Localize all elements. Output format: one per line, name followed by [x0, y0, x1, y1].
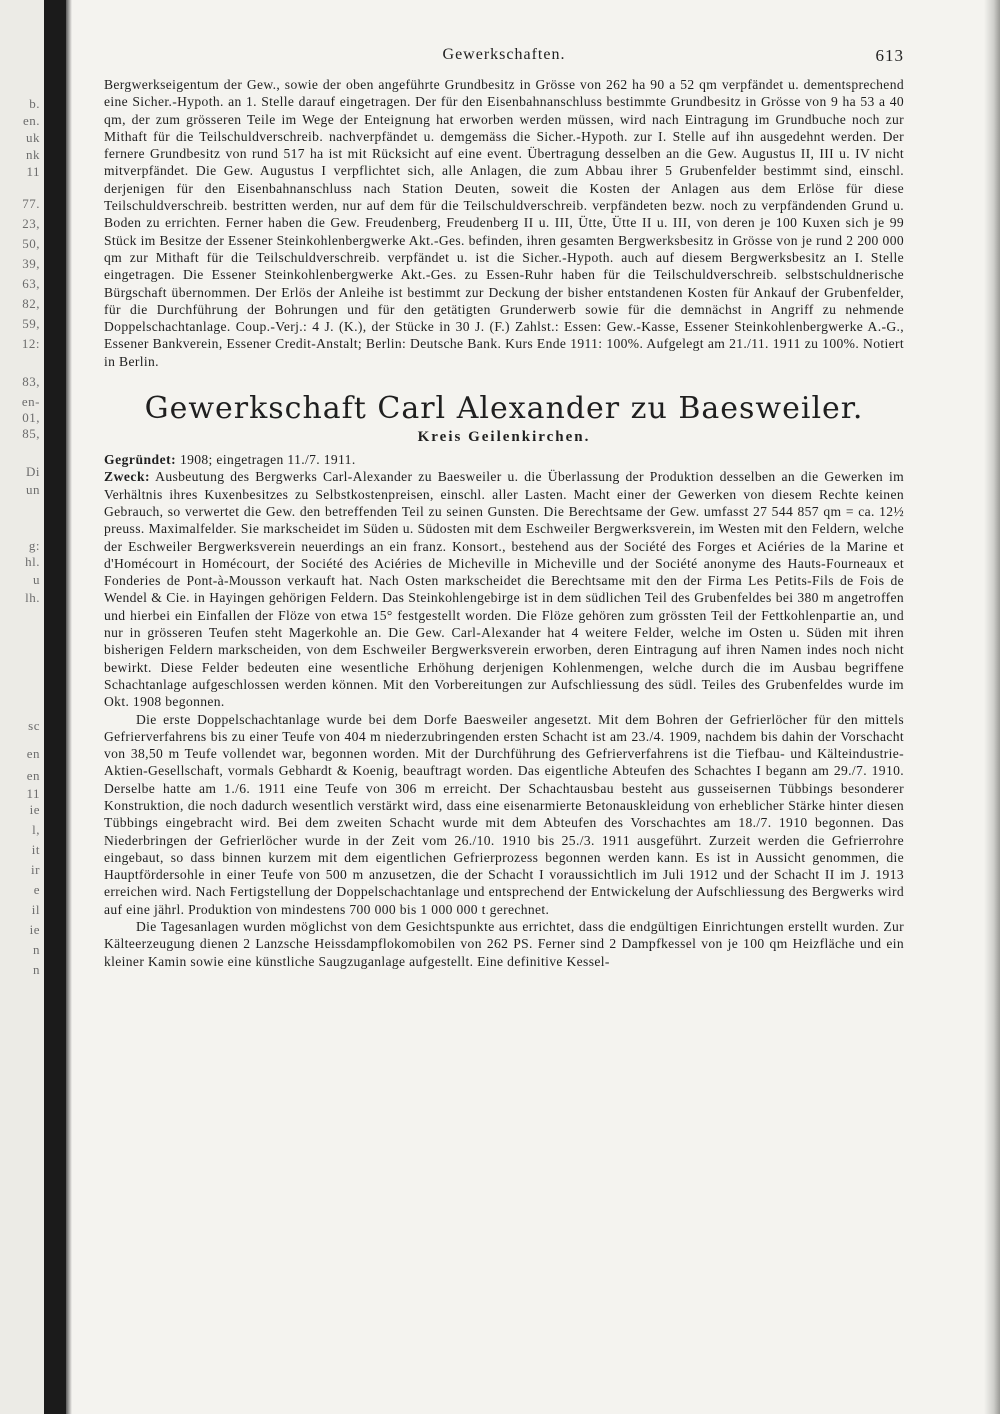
- founded-text: 1908; eingetragen 11./7. 1911.: [176, 452, 356, 468]
- margin-fragment: g:: [28, 538, 40, 553]
- running-head-title: Gewerkschaften.: [442, 46, 566, 63]
- page-edge: [984, 0, 1000, 1414]
- margin-fragment: ir: [31, 862, 40, 877]
- book-gutter: [44, 0, 66, 1414]
- margin-fragment: l,: [32, 822, 40, 837]
- section-title: Gewerkschaft Carl Alexander zu Baesweiler.: [144, 391, 864, 427]
- page-content: [104, 46, 904, 970]
- margin-fragment: it: [31, 842, 40, 857]
- margin-fragment: en-: [21, 394, 40, 409]
- margin-fragment: 01,: [22, 410, 40, 425]
- margin-fragment: e: [33, 882, 40, 897]
- margin-fragment: lh.: [25, 590, 40, 605]
- founded-label: Gegründet:: [104, 452, 177, 468]
- section-subtitle: Kreis Geilenkirchen.: [417, 429, 591, 446]
- margin-fragment: en: [26, 768, 40, 783]
- margin-fragment: en.: [22, 113, 40, 128]
- margin-fragment: n: [33, 962, 40, 977]
- margin-fragment: 82,: [22, 296, 40, 311]
- margin-fragment: 83,: [22, 374, 40, 389]
- running-head: [104, 46, 904, 76]
- founded-paragraph: [104, 451, 904, 468]
- margin-fragment: Di: [26, 464, 40, 479]
- margin-fragment: u: [33, 572, 40, 587]
- margin-fragment: 39,: [22, 256, 40, 271]
- purpose-label: Zweck:: [104, 469, 151, 485]
- surface-facilities-paragraph: Die Tagesanlagen wurden möglichst von dem Gesichtspunkte aus errichtet, dass die endgültigen Einrichtungen erstellt wurden. Zur Kälteerzeugung dienen 2 Lanzsche Heissdampflokomobilen von 262 PS. Ferner sind 2 Dampfkessel von je 100 qm Heizfläche und ein kleiner Kamin sowie eine künstliche Saugzuganlage aufgestellt. Eine definitive Kessel-: [104, 919, 904, 969]
- margin-fragment: 12:: [21, 336, 40, 351]
- margin-fragment: 59,: [22, 316, 40, 331]
- margin-fragment: sc: [28, 718, 40, 733]
- margin-fragment: b.: [29, 96, 40, 111]
- purpose-text: Ausbeutung des Bergwerks Carl-Alexander zu Baesweiler u. die Überlassung der Produktion desselben an die Gewerken im Verhältnis ihres Kuxenbesitzes zu Selbstkostenpreisen, einschl. aller Lasten. Macht einer der Gewerken von diesem Rechte keinen Gebrauch, so verwertet die Gew. den betreffenden Teil zu seinen Gunsten. Die Berechtsame der Gew. umfasst 27 544 857 qm = ca. 12½ preuss. Maximalfelder. Sie markscheidet im Süden u. Südosten mit dem Eschweiler Bergwerksverein, im Westen mit den Feldern, welche der Eschweiler Bergwerksverein neuerdings an ein franz. Konsort., bestehend aus der Société des Forges et Aciéries de la Marine et d'Homécourt in Homécourt, der Société des Aciéries de Micheville in Micheville und der Société anonyme des Hauts-Fourneaux et Fonderies de Pont-à-Mousson verkauft hat. Nach Osten markscheidet die Berechtsame mit den der Firma Les Petits-Fils de Fois de Wendel & Cie. in Hayingen gehörigen Feldern. Das Steinkohlengebirge ist in dem südlichen Teil des Grubenfeldes bei 380 m angetroffen und hierbei ein Einfallen der Flöze von etwa 15° festgestellt worden. Die Flöze gehören zum grössten Teil der Fettkohlenpartie an, und nur in grösseren Teufen steht Magerkohle an. Die Gew. Carl-Alexander hat 4 weitere Felder, welche im Osten u. Süden mit ihren bisherigen Feldern markscheiden, von dem Eschweiler Bergwerksverein erworben, deren Eintragung auf ihren Namen indes noch nicht bewirkt. Diese Felder bedeuten eine wesentliche Erhöhung derjenigen Kohlenmengen, welche durch die im Ausbau begriffene Schachtanlage aufgeschlossen werden können. Mit den Vorbereitungen zur Aufschliessung des südl. Teiles des Grubenfeldes wurde im Okt. 1908 begonnen.: [104, 469, 904, 710]
- previous-entry-paragraph: Bergwerkseigentum der Gew., sowie der oben angeführte Grundbesitz in Grösse von 262 ha 90 a 52 qm verpfändet u. dementsprechend eine Sicher.-Hypoth. an 1. Stelle darauf eingetragen. Der für den Eisenbahnanschluss bestimmte Grundbesitz in Grösse von 9 ha 53 a 40 qm, der zum grösseren Teile im Wege der Enteignung hat erworben werden müssen, wird nach Eintragung im Grundbuche noch zur Mithaft für die Teilschuldverschreib. nachverpfändet u. demgemäss die Sicher.-Hypoth. zur I. Stelle auf ihn ausgedehnt werden. Der fernere Grundbesitz von rund 517 ha ist mit Rücksicht auf eine event. Übertragung desselben an die Gew. Augustus II, III u. IV nicht mitverpfändet. Die Gew. Augustus I verpflichtet sich, alle Anlagen, die zum Abbau ihrer 5 Grubenfelder bestimmt sind, einschl. derjenigen für den Eisenbahnanschluss nach Station Deuten, soweit die Kosten der Anlagen aus dem Erlöse für diese Teilschuldverschreib. bestritten werden, nur auf dem für die Teilschuldverschreib. verpfändeten bezw. noch zu verpfändenden Grund u. Boden zu errichten. Ferner haben die Gew. Freudenberg, Freudenberg II u. III, Ütte, Ütte II u. III, von deren je 100 Kuxen sich je 99 Stück im Besitze der Essener Steinkohlenbergwerke Akt.-Ges. befinden, ihren gesamten Bergwerksbesitz in Grösse von je rund 2 200 000 qm zur Mithaft für die Teilschuldverschreib. verpfändet u. ist die Sicher.-Hypoth. auch auf diesem Bergwerksbesitz an I. Stelle eingetragen. Die Essener Steinkohlenbergwerke Akt.-Ges. zu Essen-Ruhr haben für die Teilschuldverschreib. selbstschuldnerische Bürgschaft übernommen. Der Erlös der Anleihe ist bestimmt zur Deckung der bisher entstandenen Kosten für Ankauf der Grubenfelder, für die Durchführung der Bohrungen und für den getätigten Grunderwerb sowie für die demnächst in Angriff zu nehmende Doppelschachtanlage. Coup.-Verj.: 4 J. (K.), der Stücke in 30 J. (F.) Zahlst.: Essen: Gew.-Kasse, Essener Steinkohlenbergwerke A.-G., Essener Bankverein, Essener Credit-Anstalt; Berlin: Deutsche Bank. Kurs Ende 1911: 100%. Aufgelegt am 21./11. 1911 zu 100%. Notiert in Berlin.: [104, 77, 904, 369]
- margin-fragment: ie: [29, 802, 40, 817]
- margin-fragment: il: [31, 902, 40, 917]
- gutter-shadow: [66, 0, 72, 1414]
- margin-fragment: un: [26, 482, 40, 497]
- margin-fragment: n: [33, 942, 40, 957]
- purpose-paragraph: [104, 468, 904, 710]
- margin-fragment: 23,: [22, 216, 40, 231]
- margin-fragment: 11: [26, 164, 40, 179]
- margin-fragment: 11: [26, 786, 40, 801]
- margin-fragment: nk: [26, 147, 40, 162]
- margin-fragment: 50,: [22, 236, 40, 251]
- margin-fragment: hl.: [25, 554, 40, 569]
- margin-fragment: en: [26, 746, 40, 761]
- facing-page-margin: [0, 0, 44, 1414]
- margin-fragment: 85,: [22, 426, 40, 441]
- page-number: 613: [875, 46, 904, 65]
- margin-fragment: 63,: [22, 276, 40, 291]
- margin-fragment: 77.: [22, 196, 40, 211]
- shaft-paragraph: Die erste Doppelschachtanlage wurde bei dem Dorfe Baesweiler angesetzt. Mit dem Bohren der Gefrierlöcher für den mittels Gefrierverfahrens bis zu einer Teufe von 404 m niederzubringenden ersten Schacht ist am 23./4. 1909, nachdem bis dahin der Vorschacht von 38,50 m Teufe vollendet war, begonnen worden. Mit der Durchführung des Gefrierverfahrens ist die Tiefbau- und Kälteindustrie-Aktien-Gesellschaft, vormals Gebhardt & Koenig, beauftragt worden. Das eigentliche Abteufen des Schachtes I begann am 29./7. 1910. Derselbe hatte am 1./6. 1911 eine Teufe von 306 m erreicht. Der Schachtausbau besteht aus gusseisernen Tübbings besonderer Konstruktion, die noch dadurch wesentlich verstärkt wird, dass eine eisenarmierte Betonauskleidung von erheblicher Stärke hinter diesen Tübbings eingebracht wird. Bei dem zweiten Schacht wurde mit dem Abteufen des Vorschachtes am 18./7. 1910 begonnen. Das Niederbringen der Gefrierlöcher wurde in der Zeit vom 26./10. 1910 bis 25./3. 1911 ausgeführt. Zurzeit werden die Gefrierrohre eingebaut, so dass binnen kurzem mit dem eigentlichen Gefrierprozess begonnen werden kann. Es ist in Aussicht genommen, die Hauptfördersohle in einer Teufe von 500 m anzusetzen, die der Schacht I voraussichtlich im Juli 1912 und der Schacht II im J. 1913 erreichen wird. Nach Fertigstellung der Doppelschachtanlage und entsprechend der Entwickelung der Aufschliessung des Bergwerks wird auf eine jährl. Produktion von mindestens 700 000 bis 1 000 000 t gerechnet.: [104, 711, 904, 917]
- margin-fragment: ie: [29, 922, 40, 937]
- margin-fragment: uk: [26, 130, 40, 145]
